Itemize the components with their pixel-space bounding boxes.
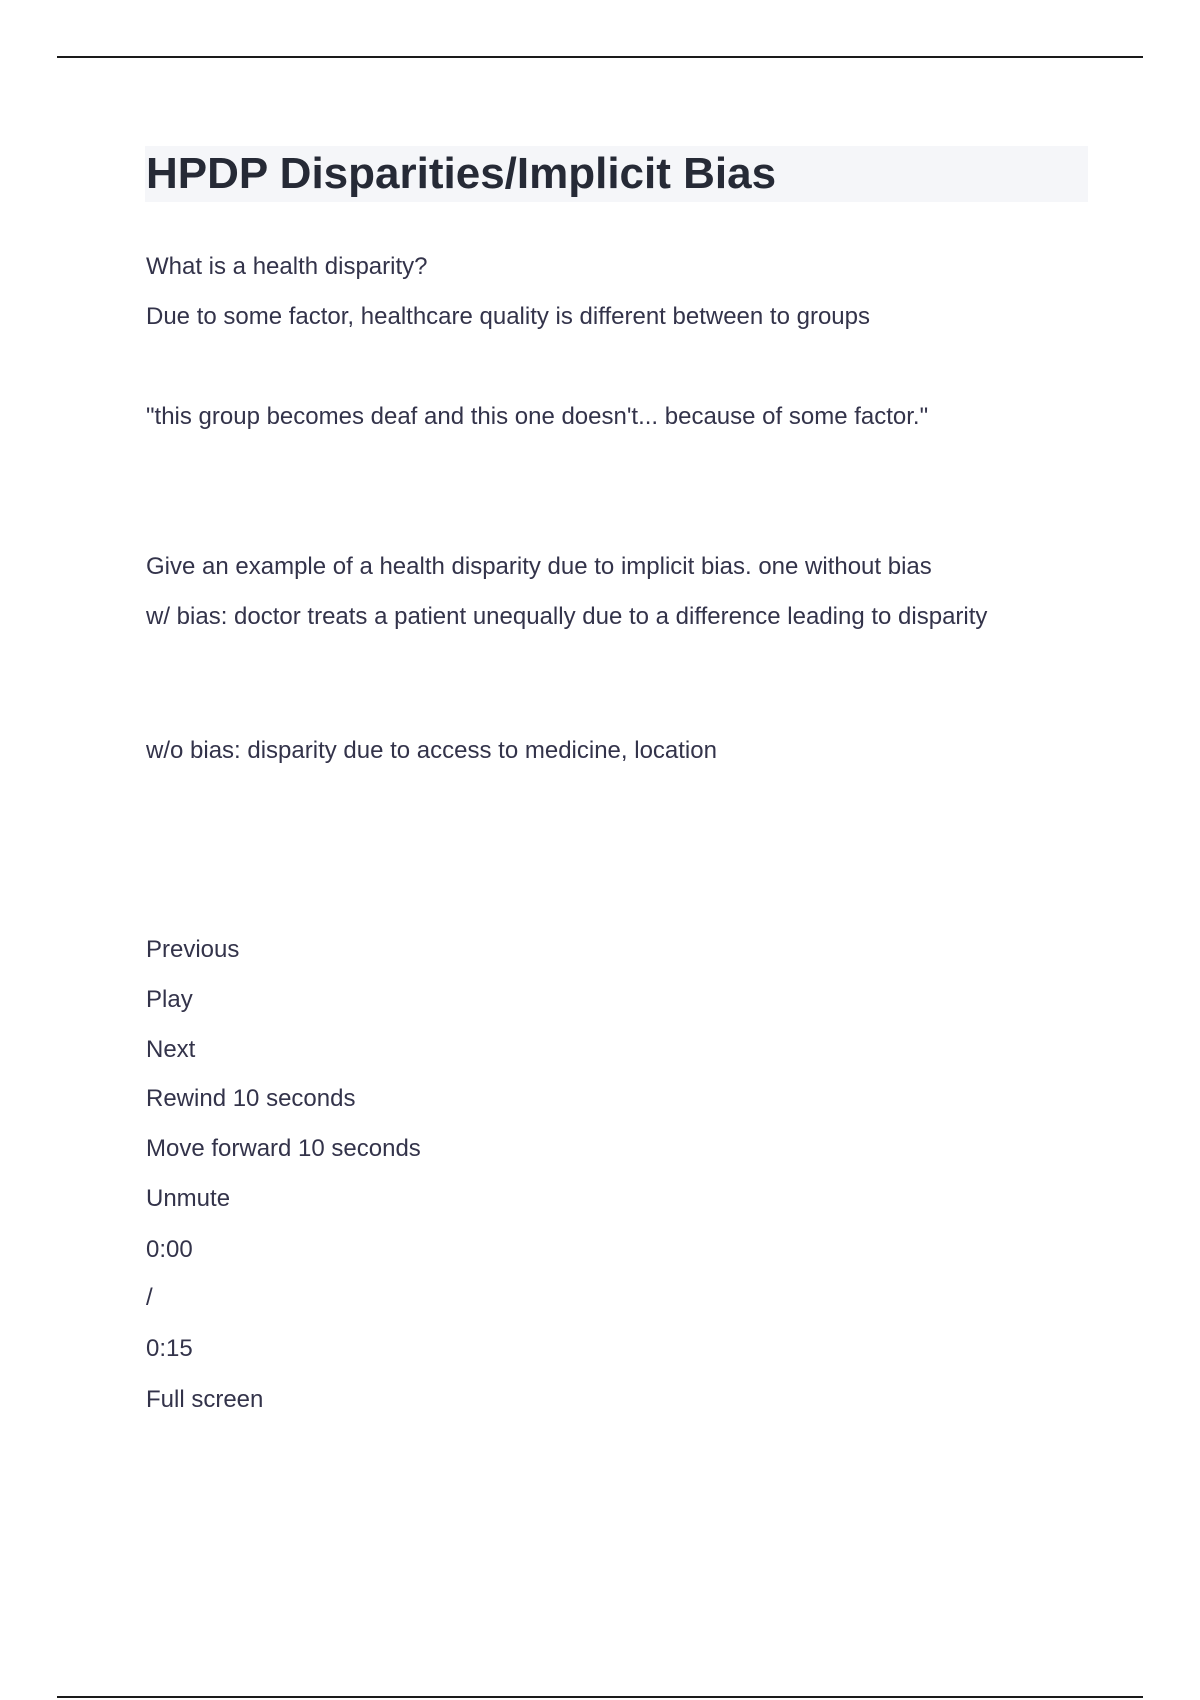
fullscreen-button[interactable]: Full screen	[146, 1386, 264, 1413]
document-title: HPDP Disparities/Implicit Bias	[146, 149, 777, 198]
forward-10-seconds-button[interactable]: Move forward 10 seconds	[146, 1135, 421, 1162]
card-1-answer-line-1: Due to some factor, healthcare quality is different between to groups	[146, 303, 870, 330]
play-button[interactable]: Play	[146, 986, 193, 1013]
card-2-question: Give an example of a health disparity due to implicit bias. one without bias	[146, 553, 932, 580]
unmute-button[interactable]: Unmute	[146, 1185, 231, 1212]
time-separator: /	[146, 1284, 153, 1311]
card-2-answer-line-2: w/o bias: disparity due to access to medicine, location	[146, 737, 717, 764]
rewind-10-seconds-button[interactable]: Rewind 10 seconds	[146, 1085, 356, 1112]
card-2-answer-line-1: w/ bias: doctor treats a patient unequally due to a difference leading to disparity	[146, 603, 988, 630]
card-1-answer-line-2: "this group becomes deaf and this one doesn't... because of some factor."	[146, 403, 929, 430]
duration: 0:15	[146, 1335, 193, 1362]
card-1-question: What is a health disparity?	[146, 253, 428, 280]
previous-button[interactable]: Previous	[146, 936, 240, 963]
next-button[interactable]: Next	[146, 1036, 196, 1063]
bottom-rule	[57, 1696, 1143, 1698]
top-rule	[57, 56, 1143, 58]
current-time: 0:00	[146, 1236, 193, 1263]
